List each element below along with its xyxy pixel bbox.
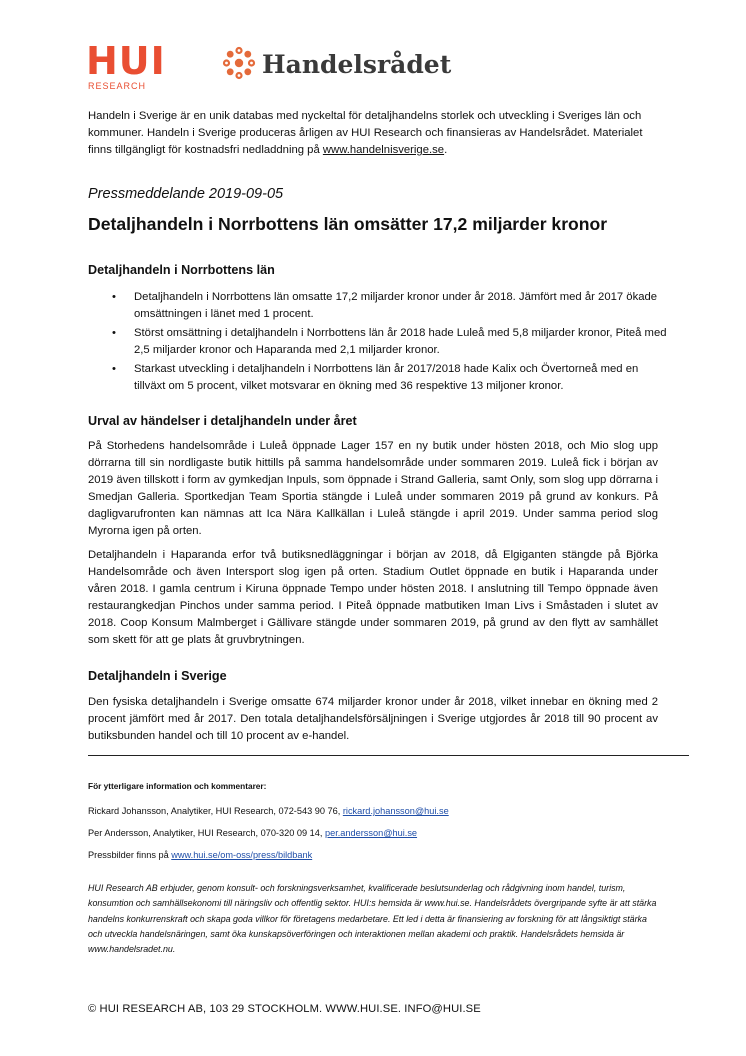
hui-logo-word: HUI	[86, 39, 166, 83]
intro-paragraph	[88, 108, 668, 159]
contact-per: Per Andersson, Analytiker, HUI Research, 070-320 09 14, per.andersson@hui.se	[88, 828, 418, 838]
press-images-line: Pressbilder finns på www.hui.se/om-oss/press/bildbank	[88, 850, 313, 860]
handelsradet-logo	[222, 46, 462, 86]
bildbank-link[interactable]: www.hui.se/om-oss/press/bildbank	[171, 850, 313, 860]
section-heading-norrbotten: Detaljhandeln i Norrbottens län	[88, 263, 275, 277]
footer: © HUI RESEARCH AB, 103 29 STOCKHOLM. WWW.HUI.SE. INFO@HUI.SE	[88, 1003, 481, 1015]
events-paragraph-2: Detaljhandeln i Haparanda erfor två butiksnedläggningar i början av 2018, då Elgiganten stängde på Björka Handelsområde och även Intersport slog igen på orten. Stadium Outlet öppnade en butik i Haparanda under våren 2018. I gamla centrum i Kiruna öppnade Tempo under hösten 2018. I anslutning till Tempo öppnade även restaurangkedjan Pinchos under samma period. I Piteå öppnade matbutiken Iman Livs i Småstaden i slutet av 2018. Coop Konsum Malmberget i Gällivare stängde under sommaren 2019, på grund av den flytt av samhället som skett för att ge plats åt gruvbrytningen.	[88, 549, 658, 647]
section-heading-events: Urval av händelser i detaljhandeln under året	[88, 414, 357, 428]
list-item: • Detaljhandeln i Norrbottens län omsatte 17,2 miljarder kronor under år 2018. Jämfört med år 2017 ökade omsättningen i länet med 1 procent.	[112, 291, 658, 320]
email-link-rickard[interactable]: rickard.johansson@hui.se	[342, 806, 449, 816]
hui-research-logo	[86, 39, 186, 92]
handelsradet-flower-icon	[222, 46, 256, 80]
intro-end: .	[444, 144, 448, 156]
headline: Detaljhandeln i Norrbottens län omsätter 17,2 miljarder kronor	[88, 214, 608, 234]
about-paragraph: HUI Research AB erbjuder, genom konsult- och forskningsverksamhet, kvalificerade beslutsunderlag och rådgivning inom handel, turism, konsumtion och samhällsekonomi till näringsliv och offentlig sektor. HUI:s hemsida är www.hui.se. Handelsrådets övergripande syfte är att stärka handelns konkurrenskraft och skapa goda villkor för företagens medarbetare. Ett led i detta är finansiering av forskning för att långsiktigt stärka och utveckla handelsnäringen, samt öka kunskapsöverföringen och interaktionen mellan akademi och praktik. Handelsrådets hemsida är www.handelsradet.nu.	[88, 883, 657, 955]
contact-rickard: Rickard Johansson, Analytiker, HUI Research, 072-543 90 76, rickard.johansson@hui.se	[88, 806, 449, 816]
intro-text: Handeln i Sverige är en unik databas med nyckeltal för detaljhandelns storlek och utveckling i Sveriges län och kommuner. Handeln i Sverige produceras årligen av HUI Research och finansieras av Handelsrådet. Materialet finns tillgängligt för kostnadsfri nedladdning på	[88, 110, 643, 156]
sweden-paragraph: Den fysiska detaljhandeln i Sverige omsatte 674 miljarder kronor under år 2018, vilket innebar en ökning med 2 procent jämfört med år 2017. Den totala detaljhandelsförsäljningen i Sverige utgjordes år 2018 till 90 procent av butiksbunden handel och till 10 procent av e-handel.	[88, 696, 658, 743]
divider	[88, 755, 689, 756]
section-heading-sweden: Detaljhandeln i Sverige	[88, 669, 227, 683]
list-item: • Störst omsättning i detaljhandeln i Norrbottens län år 2018 hade Luleå med 5,8 miljarder kronor, Piteå med 2,5 miljarder kronor och Haparanda med 2,1 miljarder kronor.	[112, 327, 667, 356]
press-release-date: Pressmeddelande 2019-09-05	[88, 186, 284, 202]
email-link-per[interactable]: per.andersson@hui.se	[324, 828, 418, 838]
events-paragraph-1: På Storhedens handelsområde i Luleå öppnade Lager 157 en ny butik under hösten 2018, och Mio slog upp dörrarna till sin nordligaste butik hittills på samma handelsområde under sommaren 2019. Luleå fick i början av 2019 även tillskott i form av gymkedjan Inpuls, som öppnade i Strand Galleria, samt Only, som slog upp dörrarna i Smedjan Galleria. Sportkedjan Team Sportia stängde i Luleå under sommaren 2019 på grund av konkurs. På dagligvarufronten kan nämnas att Ica Nära Kallkällan i Luleå stängde i april 2019. Under samma period slog Myrorna igen på orten.	[88, 440, 658, 538]
handelsradet-logo-word: Handelsrådet	[262, 50, 452, 79]
bullet-icon: •	[112, 363, 116, 375]
norrbotten-bullet-list	[88, 289, 668, 397]
hui-logo-subtitle: RESEARCH	[88, 81, 147, 91]
bullet-icon: •	[112, 327, 116, 339]
handelnisverige-link[interactable]: www.handelnisverige.se	[322, 144, 445, 156]
contact-heading: För ytterligare information och kommentarer:	[88, 781, 267, 791]
bullet-icon: •	[112, 291, 116, 303]
list-item: • Starkast utveckling i detaljhandeln i Norrbottens län år 2017/2018 hade Kalix och Övertorneå med en tillväxt om 5 procent, vilket motsvarar en ökning med 36 respektive 13 miljoner kronor.	[112, 363, 639, 392]
